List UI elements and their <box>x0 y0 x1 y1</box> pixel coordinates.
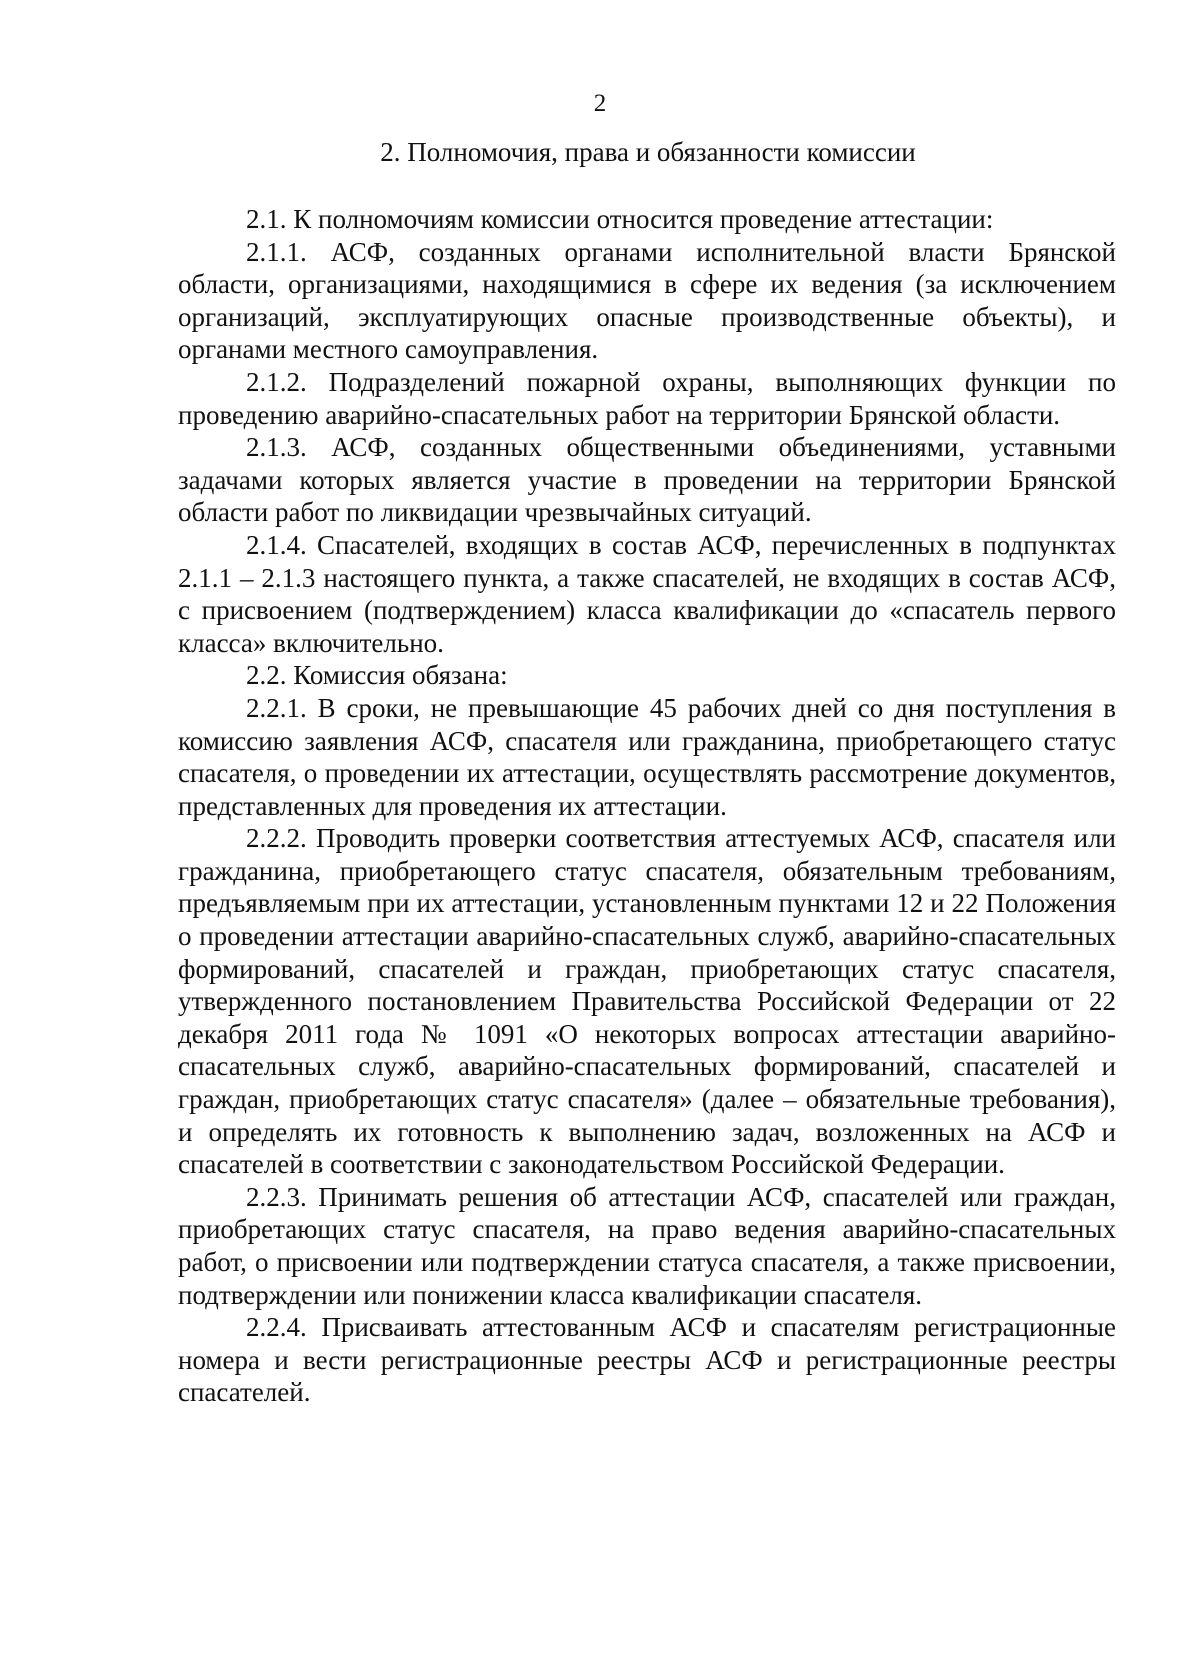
paragraph-2-2-4: 2.2.4. Присваивать аттестованным АСФ и спасателям регистрационные номера и вести регистрационные реестры АСФ и регистрационные реестры спасателей. <box>178 1312 1116 1408</box>
paragraph-2-2-3: 2.2.3. Принимать решения об аттестации АСФ, спасателей или граждан, приобретающих статус спасателя, на право ведения аварийно-спасательных работ, о присвоении или подтверждении статуса спасателя, а также присвоении, подтверждении или понижении класса квалификации спасателя. <box>178 1181 1116 1310</box>
paragraph-2-2-1: 2.2.1. В сроки, не превышающие 45 рабочих дней со дня поступления в комиссию заявления АСФ, спасателя или гражданина, приобретающего статус спасателя, о проведении их аттестации, осуществлять рассмотрение документов, представленных для проведения их аттестации. <box>178 692 1116 821</box>
page-number: 2 <box>593 90 607 117</box>
paragraph-2-1-4: 2.1.4. Спасателей, входящих в состав АСФ, перечисленных в подпунктах 2.1.1 – 2.1.3 настоящего пункта, а также спасателей, не входящих в состав АСФ, с присвоением (подтверждением) класса квалификации до «спасатель первого класса» включительно. <box>178 529 1116 658</box>
section-title: 2. Полномочия, права и обязанности комиссии <box>380 137 916 167</box>
paragraph-2-1-1: 2.1.1. АСФ, созданных органами исполнительной власти Брянской области, организациями, находящимися в сфере их ведения (за исключением организаций, эксплуатирующих опасные производственные объекты), и органами местного самоуправления. <box>178 236 1116 365</box>
paragraph-2-1-3: 2.1.3. АСФ, созданных общественными объединениями, уставными задачами которых является участие в проведении на территории Брянской области работ по ликвидации чрезвычайных ситуаций. <box>178 432 1116 528</box>
document-body <box>178 203 1116 1409</box>
paragraph-2-1-2: 2.1.2. Подразделений пожарной охраны, выполняющих функции по проведению аварийно-спасательных работ на территории Брянской области. <box>178 366 1116 430</box>
paragraph-2-2: 2.2. Комиссия обязана: <box>246 660 508 691</box>
paragraph-2-2-2: 2.2.2. Проводить проверки соответствия аттестуемых АСФ, спасателя или гражданина, приобретающего статус спасателя, обязательным требованиям, предъявляемым при их аттестации, установленным пунктами 12 и 22 Положения о проведении аттестации аварийно-спасательных служб, аварийно-спасательных формирований, спасателей и граждан, приобретающих статус спасателя, утвержденного постановлением Правительства Российской Федерации от 22 декабря 2011 года № 1091 «О некоторых вопросах аттестации аварийно-спасательных служб, аварийно-спасательных формирований, спасателей и граждан, приобретающих статус спасателя» (далее – обязательные требования), и определять их готовность к выполнению задач, возложенных на АСФ и спасателей в соответствии с законодательством Российской Федерации. <box>178 823 1116 1180</box>
paragraph-2-1: 2.1. К полномочиям комиссии относится проведение аттестации: <box>246 204 994 234</box>
